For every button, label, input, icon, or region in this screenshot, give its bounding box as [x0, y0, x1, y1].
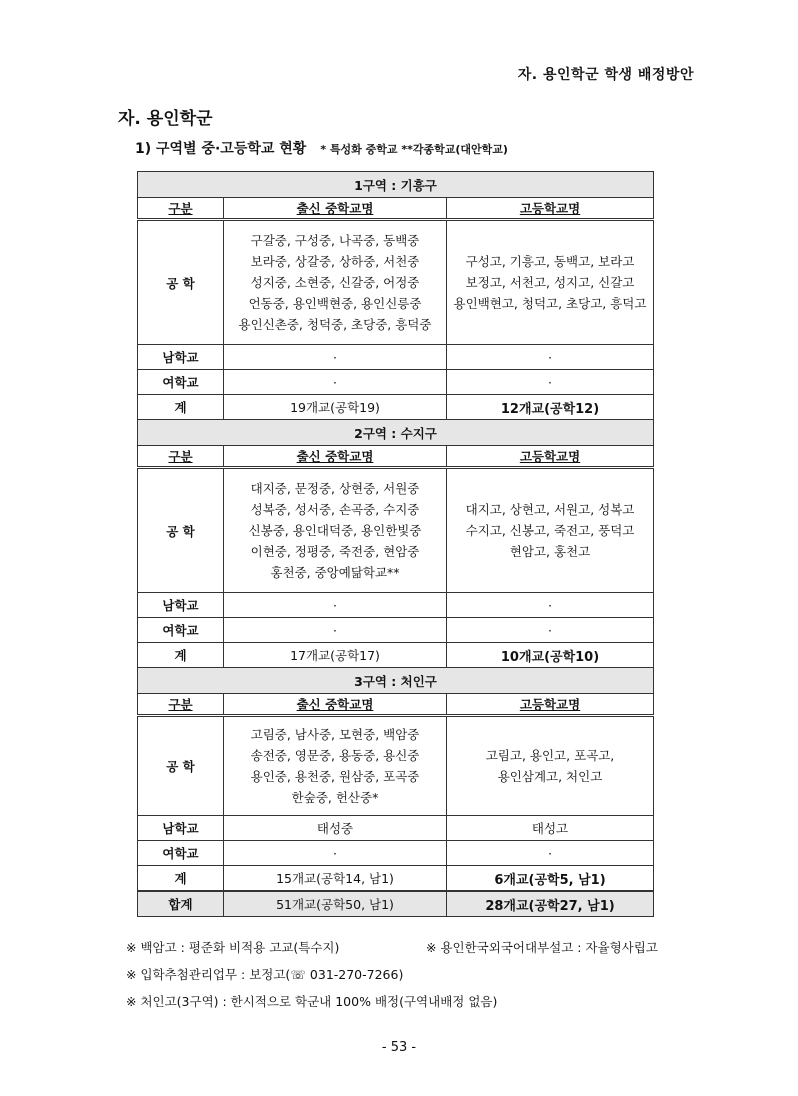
- girls-high-value: ·: [447, 618, 654, 643]
- boys-high-value: 태성고: [447, 816, 654, 841]
- grand-total-high: 28개교(공학27, 남1): [447, 891, 654, 917]
- school-list-line: 용인신촌중, 청덕중, 초당중, 흥덕중: [238, 317, 432, 332]
- girls-middle-value: ·: [224, 618, 447, 643]
- column-header-row: [138, 446, 654, 468]
- boys-row: [138, 816, 654, 841]
- col-header-category-label: 구분: [168, 201, 193, 216]
- grand-total-label: 합계: [138, 891, 224, 917]
- coed-high-schools: [447, 220, 654, 345]
- subtotal-high: 6개교(공학5, 남1): [447, 866, 654, 892]
- school-list-line: 이현중, 정평중, 죽전중, 현암중: [250, 544, 420, 559]
- page-header-title: 자. 용인학군 학생 배정방안: [517, 67, 694, 83]
- subtotal-high: 12개교(공학12): [447, 395, 654, 420]
- col-header-high: [447, 694, 654, 716]
- subtotal-middle: 15개교(공학14, 남1): [224, 866, 447, 892]
- school-list-line: 언동중, 용인백현중, 용인신릉중: [248, 296, 422, 311]
- girls-high-value: ·: [447, 370, 654, 395]
- coed-row: [138, 468, 654, 593]
- school-list-line: 대지중, 문정중, 상현중, 서원중: [250, 481, 420, 496]
- girls-label: 여학교: [138, 370, 224, 395]
- girls-label: 여학교: [138, 618, 224, 643]
- col-header-middle-label: 출신 중학교명: [296, 449, 374, 464]
- boys-high-value: ·: [447, 593, 654, 618]
- girls-row: [138, 841, 654, 866]
- note-1: ※ 백암고 : 평준화 비적용 고교(특수지): [126, 940, 340, 955]
- coed-high-schools: [447, 468, 654, 593]
- sub-title-text: 1) 구역별 중·고등학교 현황: [135, 141, 307, 157]
- col-header-high: [447, 198, 654, 220]
- coed-row: [138, 716, 654, 816]
- boys-middle-value: ·: [224, 345, 447, 370]
- region-name: 1구역 : 기흥구: [138, 172, 654, 198]
- col-header-high-label: 고등학교명: [519, 201, 581, 216]
- col-header-middle-label: 출신 중학교명: [296, 201, 374, 216]
- coed-middle-schools: [224, 716, 447, 816]
- note-3: ※ 입학추첨관리업무 : 보정고(☏ 031-270-7266): [126, 967, 404, 982]
- coed-middle-schools: [224, 468, 447, 593]
- sub-title-note: * 특성화 중학교 **각종학교(대안학교): [320, 143, 508, 156]
- school-list-line: 보정고, 서천고, 성지고, 신갈고: [465, 275, 635, 290]
- region-name: 3구역 : 처인구: [138, 668, 654, 694]
- school-list-line: 현암고, 홍천고: [509, 544, 591, 559]
- school-list-line: 구성고, 기흥고, 동백고, 보라고: [465, 254, 635, 269]
- girls-row: [138, 618, 654, 643]
- boys-label: 남학교: [138, 345, 224, 370]
- girls-label: 여학교: [138, 841, 224, 866]
- col-header-category-label: 구분: [168, 697, 193, 712]
- school-list-line: 구갈중, 구성중, 나곡중, 동백중: [250, 233, 420, 248]
- boys-high-value: ·: [447, 345, 654, 370]
- subtotal-high: 10개교(공학10): [447, 643, 654, 668]
- note-4: ※ 처인고(3구역) : 한시적으로 학군내 100% 배정(구역내배정 없음): [126, 994, 498, 1009]
- subtotal-middle: 17개교(공학17): [224, 643, 447, 668]
- girls-middle-value: ·: [224, 370, 447, 395]
- school-list-line: 용인백현고, 청덕고, 초당고, 흥덕고: [453, 296, 647, 311]
- coed-label: 공 학: [138, 716, 224, 816]
- col-header-middle: [224, 446, 447, 468]
- school-list-line: 홍천중, 중앙예닮학교**: [270, 565, 400, 580]
- girls-high-value: ·: [447, 841, 654, 866]
- boys-row: [138, 345, 654, 370]
- region-header-row: [138, 420, 654, 446]
- school-list-line: 한숲중, 헌산중*: [291, 790, 379, 805]
- col-header-category: [138, 198, 224, 220]
- school-list-line: 성지중, 소현중, 신갈중, 어정중: [250, 275, 420, 290]
- boys-label: 남학교: [138, 593, 224, 618]
- school-list-line: 수지고, 신봉고, 죽전고, 풍덕고: [465, 523, 635, 538]
- school-list-line: 용인삼계고, 처인고: [497, 769, 603, 784]
- col-header-high: [447, 446, 654, 468]
- coed-label: 공 학: [138, 468, 224, 593]
- grand-total-row: [138, 891, 654, 917]
- subtotal-middle: 19개교(공학19): [224, 395, 447, 420]
- col-header-middle-label: 출신 중학교명: [296, 697, 374, 712]
- region-name: 2구역 : 수지구: [138, 420, 654, 446]
- section-title: 자. 용인학군: [118, 109, 213, 129]
- coed-label: 공 학: [138, 220, 224, 345]
- col-header-middle: [224, 198, 447, 220]
- col-header-middle: [224, 694, 447, 716]
- boys-middle-value: 태성중: [224, 816, 447, 841]
- coed-middle-schools: [224, 220, 447, 345]
- notes: [126, 934, 658, 1015]
- school-list-line: 고림중, 남사중, 모현중, 백암중: [250, 727, 420, 742]
- region-header-row: [138, 172, 654, 198]
- school-list-line: 보라중, 상갈중, 상하중, 서천중: [250, 254, 420, 269]
- subtotal-row: [138, 643, 654, 668]
- school-list-line: 신봉중, 용인대덕중, 용인한빛중: [248, 523, 422, 538]
- school-list-line: 대지고, 상현고, 서원고, 성복고: [465, 502, 635, 517]
- subtotal-label: 계: [138, 643, 224, 668]
- school-list-line: 용인중, 용천중, 원삼중, 포곡중: [250, 769, 420, 784]
- col-header-high-label: 고등학교명: [519, 449, 581, 464]
- boys-middle-value: ·: [224, 593, 447, 618]
- subtotal-label: 계: [138, 395, 224, 420]
- region-header-row: [138, 668, 654, 694]
- boys-row: [138, 593, 654, 618]
- col-header-category-label: 구분: [168, 449, 193, 464]
- page-number: - 53 -: [381, 1040, 417, 1055]
- coed-high-schools: [447, 716, 654, 816]
- subtotal-row: [138, 395, 654, 420]
- column-header-row: [138, 198, 654, 220]
- coed-row: [138, 220, 654, 345]
- subtotal-row: [138, 866, 654, 892]
- col-header-category: [138, 446, 224, 468]
- note-2: ※ 용인한국외국어대부설고 : 자율형사립고: [426, 940, 658, 955]
- grand-total-middle: 51개교(공학50, 남1): [224, 891, 447, 917]
- boys-label: 남학교: [138, 816, 224, 841]
- school-list-line: 고림고, 용인고, 포곡고,: [485, 748, 615, 763]
- girls-middle-value: ·: [224, 841, 447, 866]
- column-header-row: [138, 694, 654, 716]
- subtotal-label: 계: [138, 866, 224, 892]
- school-table: [137, 171, 654, 917]
- col-header-high-label: 고등학교명: [519, 697, 581, 712]
- school-list-line: 성복중, 성서중, 손곡중, 수지중: [250, 502, 420, 517]
- sub-title: [135, 138, 508, 158]
- school-list-line: 송전중, 영문중, 용동중, 용신중: [250, 748, 420, 763]
- girls-row: [138, 370, 654, 395]
- col-header-category: [138, 694, 224, 716]
